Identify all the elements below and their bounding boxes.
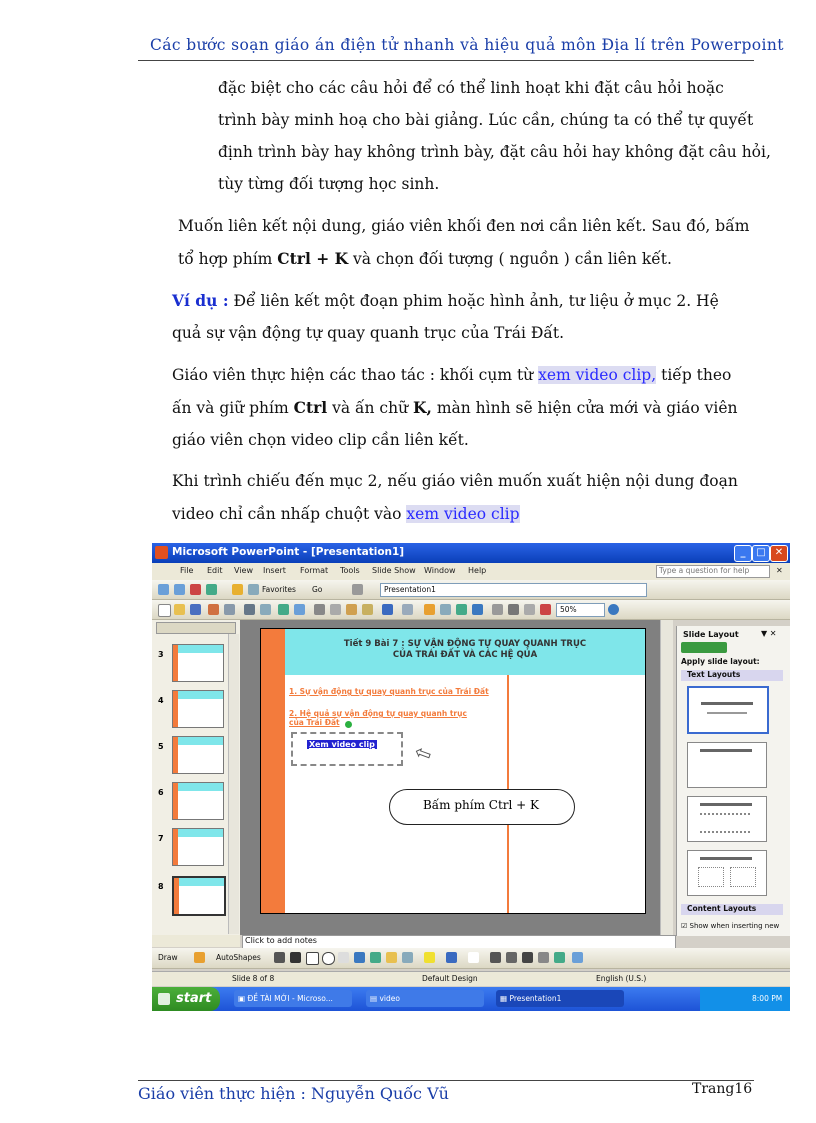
slide-left-bar	[261, 629, 285, 913]
color-grayscale-icon[interactable]	[540, 604, 551, 615]
example-line2: quả sự vận động tự quay quanh trục của Trái Đất.	[172, 324, 565, 342]
rectangle-icon[interactable]	[306, 952, 319, 965]
apply-layout-label: Apply slide layout:	[681, 657, 760, 666]
arrow-style-icon[interactable]	[522, 952, 533, 963]
video-link-text-2[interactable]: xem video clip	[406, 505, 520, 523]
callout-text: Bấm phím Ctrl + K	[422, 798, 540, 812]
menu-help[interactable]: Help	[468, 566, 487, 575]
insert-table-icon[interactable]	[440, 604, 451, 615]
close-icon[interactable]: ✕	[770, 545, 788, 562]
slide-thumbnail[interactable]	[172, 828, 224, 866]
thumb-number: 8	[158, 882, 164, 891]
task-pane-nav-icon[interactable]	[681, 642, 727, 653]
task-pane	[676, 626, 790, 936]
picture-icon[interactable]	[402, 952, 413, 963]
status-bar	[152, 971, 790, 986]
thumb-number: 5	[158, 742, 164, 751]
start-button[interactable]: start	[152, 987, 220, 1011]
header-divider	[138, 60, 754, 61]
minimize-icon[interactable]: _	[734, 545, 752, 562]
para3-line3: giáo viên chọn video clip cần liên kết.	[172, 431, 469, 449]
go-menu[interactable]: Go	[312, 585, 323, 594]
autoshapes-menu[interactable]: AutoShapes	[216, 953, 261, 962]
slide-title-line2: CỦA TRÁI ĐẤT VÀ CÁC HỆ QỦA	[392, 650, 538, 660]
task-pane-title: Slide Layout	[683, 630, 739, 639]
para4-line2: video chỉ cần nhấp chuột vào xem video clip	[172, 505, 520, 523]
paste-icon[interactable]	[346, 604, 357, 615]
menu-edit[interactable]: Edit	[207, 566, 223, 575]
video-link-text[interactable]: xem video clip,	[538, 366, 657, 384]
favorites-menu[interactable]: Favorites	[262, 585, 296, 594]
view-buttons[interactable]	[152, 935, 240, 947]
selected-textbox[interactable]	[291, 732, 403, 766]
grid-icon[interactable]	[524, 604, 535, 615]
taskbar	[152, 987, 790, 1011]
print-preview-icon[interactable]	[260, 604, 271, 615]
page-number: Trang16	[692, 1081, 753, 1097]
hyperlink-icon[interactable]	[472, 604, 483, 615]
permission-icon[interactable]	[208, 604, 219, 615]
menu-bar	[152, 563, 790, 580]
expand-all-icon[interactable]	[492, 604, 503, 615]
menu-tools[interactable]: Tools	[340, 566, 360, 575]
example-label: Ví dụ :	[172, 291, 229, 310]
insert-chart-icon[interactable]	[424, 604, 435, 615]
slide-thumbnail[interactable]	[172, 782, 224, 820]
para1-line1: đặc biệt cho các câu hỏi để có thể linh hoạt khi đặt câu hỏi hoặc	[218, 79, 724, 97]
arrow-pointer-icon: ⇦	[411, 738, 436, 768]
home-icon[interactable]	[232, 584, 243, 595]
show-inserting-checkbox[interactable]: ☑ Show when inserting new	[681, 922, 780, 930]
title-bar	[152, 543, 790, 563]
cut-icon[interactable]	[314, 604, 325, 615]
tables-borders-icon[interactable]	[456, 604, 467, 615]
search-web-icon[interactable]	[248, 584, 259, 595]
task-word-doc[interactable]: ▣ ĐỀ TÀI MỚI - Microso...	[234, 990, 352, 1007]
task-video-folder[interactable]: ▤ video	[366, 990, 484, 1007]
para4-line1: Khi trình chiếu đến mục 2, nếu giáo viên muốn xuất hiện nội dung đoạn	[172, 472, 738, 490]
thumb-number: 4	[158, 696, 164, 705]
dash-style-icon[interactable]	[506, 952, 517, 963]
slide-item-2a[interactable]: 2. Hệ quả sự vận động tự quay quanh trục	[289, 709, 467, 718]
address-field[interactable]: Presentation1	[380, 583, 647, 597]
para2-line2: tổ hợp phím Ctrl + K và chọn đối tượng ( nguồn ) cần liên kết.	[178, 249, 672, 268]
powerpoint-screenshot	[152, 543, 790, 1011]
para1-line2: trình bày minh hoạ cho bài giảng. Lúc cần, chúng ta có thể tự quyết	[218, 111, 754, 129]
menu-format[interactable]: Format	[300, 566, 329, 575]
drawing-toolbar	[152, 948, 790, 969]
slide-title-line1: Tiết 9 Bài 7 : SỰ VẬN ĐỘNG TỰ QUAY QUANH TRỤC	[343, 639, 587, 649]
more-tools-icon[interactable]	[572, 952, 583, 963]
fill-color-icon[interactable]	[424, 952, 435, 963]
slide-thumbnail[interactable]	[172, 644, 224, 682]
task-pane-dropdown-icon[interactable]: ▼ ✕	[761, 629, 777, 638]
zoom-select[interactable]: 50%	[556, 603, 605, 617]
powerpoint-icon	[155, 546, 168, 559]
example-line1: Ví dụ : Để liên kết một đoạn phim hoặc hình ảnh, tư liệu ở mục 2. Hệ	[172, 291, 719, 310]
layout-title-text[interactable]	[687, 796, 767, 842]
rotate-handle[interactable]	[345, 721, 352, 728]
format-painter-icon[interactable]	[362, 604, 373, 615]
help-search-input[interactable]: Type a question for help	[656, 565, 770, 578]
status-slide: Slide 8 of 8	[232, 974, 275, 983]
slide-video-link[interactable]: Xem video clip	[309, 740, 375, 749]
para2-line1: Muốn liên kết nội dung, giáo viên khối đen nơi cần liên kết. Sau đó, bấm	[178, 217, 750, 235]
layout-title-only[interactable]	[687, 742, 767, 788]
slide	[260, 628, 646, 914]
menu-window[interactable]: Window	[424, 566, 456, 575]
para3-line1: Giáo viên thực hiện các thao tác : khối cụm từ xem video clip, tiếp theo	[172, 366, 732, 384]
clock: 8:00 PM	[752, 994, 783, 1003]
research-icon[interactable]	[294, 604, 305, 615]
back-icon[interactable]	[158, 584, 169, 595]
standard-toolbar	[152, 600, 790, 620]
undo-icon[interactable]	[382, 604, 393, 615]
show-only-icon[interactable]	[352, 584, 363, 595]
pane-tabs[interactable]	[156, 622, 236, 634]
slide-item-1[interactable]: 1. Sự vận động tự quay quanh trục của Trái Đất	[289, 687, 489, 696]
thumb-number: 7	[158, 834, 164, 843]
web-toolbar	[152, 580, 790, 600]
line-style-icon[interactable]	[490, 952, 501, 963]
font-color-icon[interactable]	[468, 952, 479, 963]
windows-logo-icon	[158, 993, 170, 1005]
page-header: Các bước soạn giáo án điện tử nhanh và hiệu quả môn Địa lí trên Powerpoint	[150, 36, 784, 54]
stop-icon[interactable]	[190, 584, 201, 595]
3d-icon[interactable]	[554, 952, 565, 963]
footer-author: Giáo viên thực hiện : Nguyễn Quốc Vũ	[138, 1084, 449, 1103]
slide-thumbnail[interactable]	[172, 690, 224, 728]
text-layouts-header: Text Layouts	[681, 670, 783, 681]
slide-thumbnail[interactable]	[172, 736, 224, 774]
clipart-icon[interactable]	[386, 952, 397, 963]
forward-icon[interactable]	[174, 584, 185, 595]
help-icon[interactable]	[608, 604, 619, 615]
status-design: Default Design	[422, 974, 478, 983]
task-presentation[interactable]: ▦ Presentation1	[496, 990, 624, 1007]
copy-icon[interactable]	[330, 604, 341, 615]
doc-close-icon[interactable]: ✕	[776, 566, 783, 575]
notes-field[interactable]: Click to add notes	[242, 935, 676, 949]
para1-line4: tùy từng đối tượng học sinh.	[218, 175, 440, 193]
show-formatting-icon[interactable]	[508, 604, 519, 615]
slide-item-2b[interactable]: của Trái Đất	[289, 718, 340, 727]
arrow-icon[interactable]	[290, 952, 301, 963]
layout-title-slide[interactable]	[687, 686, 769, 734]
status-language: English (U.S.)	[596, 974, 647, 983]
save-icon[interactable]	[190, 604, 201, 615]
footer-divider	[138, 1080, 754, 1081]
textbox-icon[interactable]	[338, 952, 349, 963]
line-icon[interactable]	[274, 952, 285, 963]
new-icon[interactable]	[158, 604, 171, 617]
open-icon[interactable]	[174, 604, 185, 615]
refresh-icon[interactable]	[206, 584, 217, 595]
menu-file[interactable]: File	[180, 566, 194, 575]
slides-pane	[152, 620, 241, 935]
canvas-scrollbar[interactable]	[660, 620, 673, 935]
window-title: Microsoft PowerPoint - [Presentation1]	[172, 546, 405, 558]
oval-icon[interactable]	[322, 952, 335, 965]
shadow-icon[interactable]	[538, 952, 549, 963]
menu-view[interactable]: View	[234, 566, 253, 575]
redo-icon[interactable]	[402, 604, 413, 615]
thumbs-scrollbar[interactable]	[228, 634, 239, 934]
draw-menu[interactable]: Draw	[158, 953, 178, 962]
para1-line3: định trình bày hay không trình bày, đặt câu hỏi hay không đặt câu hỏi,	[218, 143, 771, 161]
wordart-icon[interactable]	[354, 952, 365, 963]
maximize-icon[interactable]: □	[752, 545, 770, 562]
para3-line2: ấn và giữ phím Ctrl và ấn chữ K, màn hình sẽ hiện cửa mới và giáo viên	[172, 398, 738, 417]
layout-two-content[interactable]	[687, 850, 767, 896]
spelling-icon[interactable]	[278, 604, 289, 615]
shortcut-key: Ctrl + K	[277, 249, 349, 268]
thumb-number: 6	[158, 788, 164, 797]
select-objects-icon[interactable]	[194, 952, 205, 963]
slide-thumbnail-selected[interactable]	[172, 876, 226, 916]
line-color-icon[interactable]	[446, 952, 457, 963]
diagram-icon[interactable]	[370, 952, 381, 963]
menu-slideshow[interactable]: Slide Show	[372, 566, 416, 575]
thumb-number: 3	[158, 650, 164, 659]
menu-insert[interactable]: Insert	[263, 566, 286, 575]
email-icon[interactable]	[224, 604, 235, 615]
content-layouts-header: Content Layouts	[681, 904, 783, 915]
print-icon[interactable]	[244, 604, 255, 615]
